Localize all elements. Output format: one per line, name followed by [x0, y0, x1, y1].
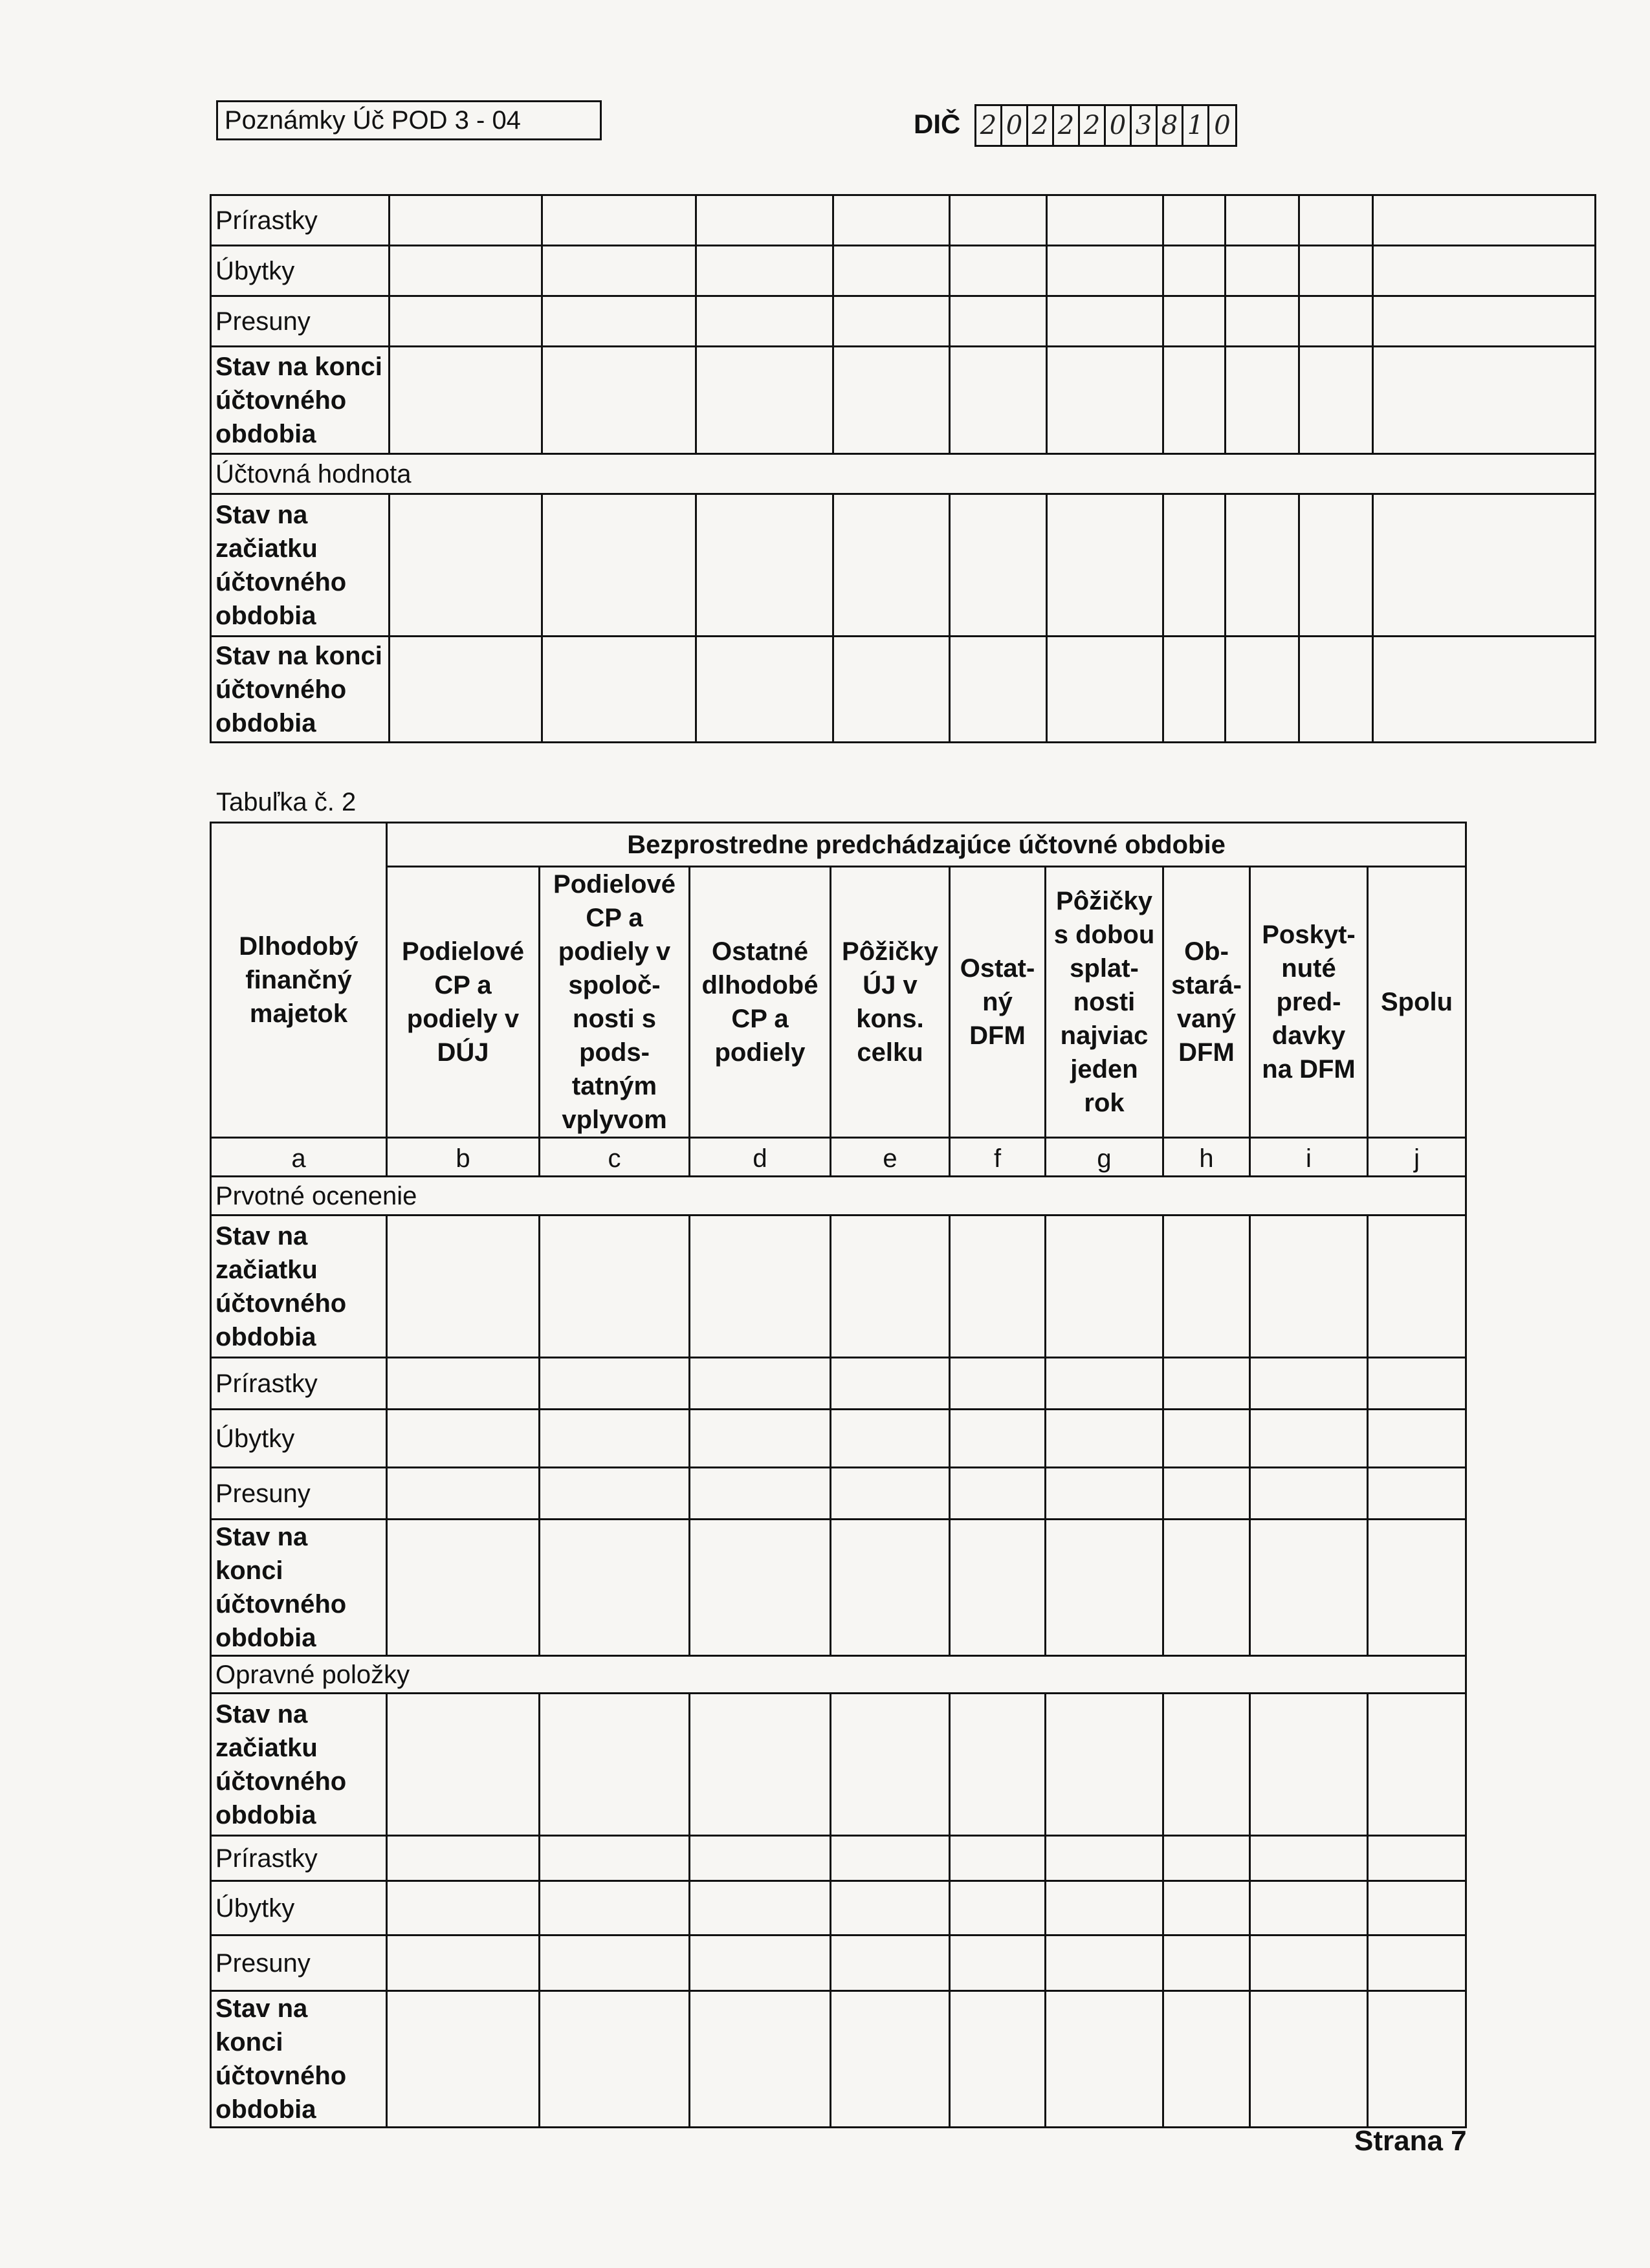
row-label: Stav na začiatku účtovného obdobia	[211, 1694, 387, 1836]
dic-label: DIČ	[914, 109, 961, 139]
dic-digit[interactable]: 0	[1214, 111, 1231, 140]
table-row	[211, 494, 1596, 637]
dic-digit[interactable]: 0	[1106, 106, 1132, 145]
row-label: Prírastky	[211, 195, 390, 246]
table-row	[211, 1935, 1466, 1991]
col-letter: i	[1250, 1138, 1368, 1177]
dic-digit[interactable]: 2	[1028, 106, 1054, 145]
table-row	[211, 1468, 1466, 1520]
section-row	[211, 454, 1596, 494]
row-label: Prírastky	[211, 1836, 387, 1881]
table-row	[211, 1410, 1466, 1468]
row-label: Úbytky	[211, 1410, 387, 1468]
section-row	[211, 1656, 1466, 1694]
table-row	[211, 1836, 1466, 1881]
table-row	[211, 1991, 1466, 2128]
table-row	[211, 637, 1596, 743]
row-label: Stav na konci účtovného obdobia	[211, 347, 390, 454]
row-header: Dlhodobý finančný majetok	[211, 823, 387, 1138]
col-letter: e	[831, 1138, 950, 1177]
dic-digit[interactable]: 8	[1158, 106, 1183, 145]
page-number: Strana 7	[1354, 2125, 1467, 2157]
row-label: Presuny	[211, 1468, 387, 1520]
col-letter: j	[1368, 1138, 1466, 1177]
row-label: Stav na začiatku účtovného obdobia	[211, 1216, 387, 1358]
table-row	[211, 1694, 1466, 1836]
col-header: Ostatné dlhodobé CP a podiely	[690, 867, 831, 1138]
row-label: Stav na konci účtovného obdobia	[211, 637, 390, 743]
dic-digit[interactable]: 1	[1183, 106, 1209, 145]
section-label: Prvotné ocenenie	[211, 1177, 1466, 1216]
period-header: Bezprostredne predchádzajúce účtovné obdobie	[387, 823, 1466, 867]
table-row	[211, 296, 1596, 347]
col-letter: f	[950, 1138, 1046, 1177]
row-label: Stav na konci účtovného obdobia	[211, 1520, 387, 1656]
row-label: Stav na konci účtovného obdobia	[211, 1991, 387, 2128]
row-label: Úbytky	[211, 246, 390, 296]
table-2-caption: Tabuľka č. 2	[216, 788, 357, 816]
header-row	[211, 823, 1466, 867]
col-header: Podielové CP a podiely v spoloč-nosti s pods-tatným vplyvom	[540, 867, 690, 1138]
dic-digit[interactable]: 2	[976, 106, 1002, 145]
col-letter: b	[387, 1138, 540, 1177]
dic-digit[interactable]: 0	[1002, 106, 1028, 145]
row-label: Stav na začiatku účtovného obdobia	[211, 494, 390, 637]
col-header: Podielové CP a podiely v DÚJ	[387, 867, 540, 1138]
col-header: Ob-stará-vaný DFM	[1163, 867, 1250, 1138]
col-header: Ostat-ný DFM	[950, 867, 1046, 1138]
table-row	[211, 246, 1596, 296]
table-row	[211, 195, 1596, 246]
form-code-box	[216, 100, 602, 140]
dic-digit[interactable]: 3	[1132, 106, 1158, 145]
row-label: Presuny	[211, 1935, 387, 1991]
table-row	[211, 1358, 1466, 1410]
col-letter: d	[690, 1138, 831, 1177]
table-row	[211, 1881, 1466, 1935]
form-code: Poznámky Úč POD 3 - 04	[225, 106, 521, 135]
col-letter: h	[1163, 1138, 1250, 1177]
row-label: Prírastky	[211, 1358, 387, 1410]
dic-field[interactable]	[974, 104, 1237, 147]
col-header: Poskyt-nuté pred-davky na DFM	[1250, 867, 1368, 1138]
column-header-row	[211, 867, 1466, 1138]
row-label: Úbytky	[211, 1881, 387, 1935]
table-1	[210, 194, 1596, 743]
col-letter: c	[540, 1138, 690, 1177]
table-2	[210, 822, 1467, 2128]
letter-row	[211, 1138, 1466, 1177]
table-row	[211, 1520, 1466, 1656]
dic-digit[interactable]: 2	[1054, 106, 1080, 145]
section-label: Opravné položky	[211, 1656, 1466, 1694]
col-header: Spolu	[1368, 867, 1466, 1138]
col-letter: a	[211, 1138, 387, 1177]
col-header: Pôžičky ÚJ v kons. celku	[831, 867, 950, 1138]
col-header: Pôžičky s dobou splat-nosti najviac jeden rok	[1046, 867, 1163, 1138]
section-row	[211, 1177, 1466, 1216]
table-row	[211, 1216, 1466, 1358]
col-letter: g	[1046, 1138, 1163, 1177]
row-label: Presuny	[211, 296, 390, 347]
dic-digit[interactable]: 2	[1080, 106, 1106, 145]
table-row	[211, 347, 1596, 454]
section-label: Účtovná hodnota	[211, 454, 1596, 494]
